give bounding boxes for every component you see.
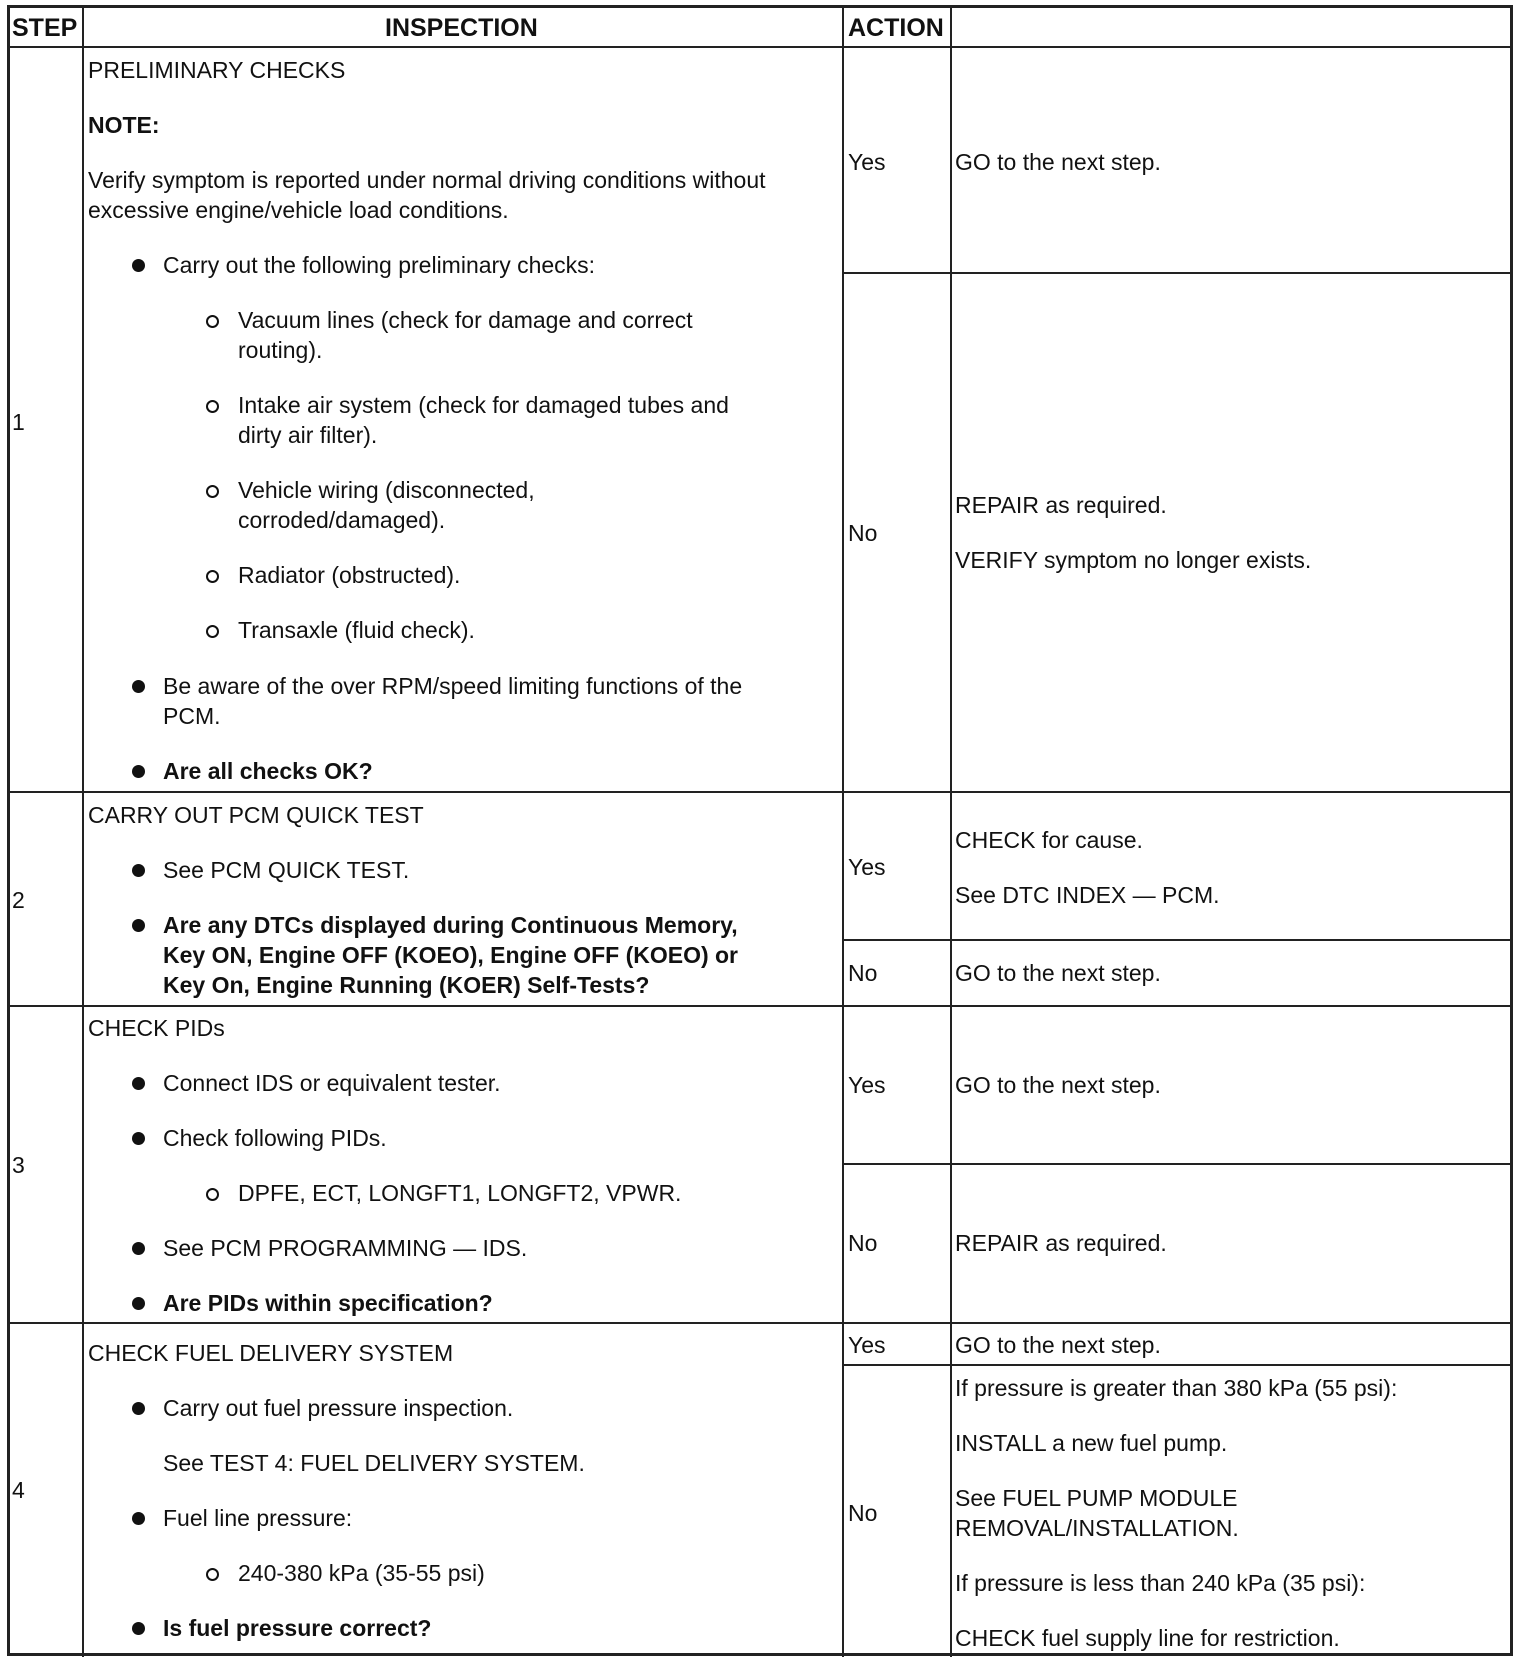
yes-label: Yes xyxy=(848,149,886,175)
bullet-text: Connect IDS or equivalent tester. xyxy=(163,1070,501,1096)
step-title: PRELIMINARY CHECKS xyxy=(88,57,346,83)
no-action: See FUEL PUMP MODULE xyxy=(955,1485,1238,1511)
sub-item-text: DPFE, ECT, LONGFT1, LONGFT2, VPWR. xyxy=(238,1180,682,1206)
bullet-icon xyxy=(132,680,145,693)
sub-bullet-icon xyxy=(206,1568,219,1581)
col-divider-action xyxy=(950,6,952,1657)
bullet-icon xyxy=(132,1242,145,1255)
sub-bullet-icon xyxy=(206,400,219,413)
bullet-text: Carry out the following preliminary checks: xyxy=(163,252,596,278)
bullet-icon xyxy=(132,919,145,932)
bullet-text: Carry out fuel pressure inspection. xyxy=(163,1395,514,1421)
bullet-text: Be aware of the over RPM/speed limiting functions of the xyxy=(163,673,743,699)
no-action: CHECK fuel supply line for restriction. xyxy=(955,1625,1340,1651)
yes-action: See DTC INDEX — PCM. xyxy=(955,882,1220,908)
no-action: GO to the next step. xyxy=(955,960,1161,986)
no-action: If pressure is less than 240 kPa (35 psi): xyxy=(955,1570,1366,1596)
step-number: 3 xyxy=(12,1152,25,1178)
step-divider-1 xyxy=(8,791,1512,793)
sub-bullet-icon xyxy=(206,485,219,498)
step-divider-3 xyxy=(8,1322,1512,1324)
step-title: CHECK FUEL DELIVERY SYSTEM xyxy=(88,1340,454,1366)
col-divider-inspection xyxy=(842,6,844,1657)
header-inspection: INSPECTION xyxy=(385,14,538,42)
step-divider-2 xyxy=(8,1005,1512,1007)
question-text: Are any DTCs displayed during Continuous Memory, xyxy=(163,912,738,938)
no-action: VERIFY symptom no longer exists. xyxy=(955,547,1312,573)
bullet-icon xyxy=(132,864,145,877)
sub-item-text: routing). xyxy=(238,337,323,363)
question-text: Is fuel pressure correct? xyxy=(163,1615,432,1641)
sub-item-text: Radiator (obstructed). xyxy=(238,562,461,588)
no-label: No xyxy=(848,1500,878,1526)
col-divider-step xyxy=(82,6,84,1657)
question-text: Key ON, Engine OFF (KOEO), Engine OFF (KOEO) or xyxy=(163,942,739,968)
header-divider xyxy=(8,46,1512,48)
note-label: NOTE: xyxy=(88,112,160,138)
yes-label: Yes xyxy=(848,1332,886,1358)
step-title: CHECK PIDs xyxy=(88,1015,225,1041)
sub-bullet-icon xyxy=(206,625,219,638)
yes-action: CHECK for cause. xyxy=(955,827,1143,853)
no-label: No xyxy=(848,960,878,986)
bullet-sub-text: See TEST 4: FUEL DELIVERY SYSTEM. xyxy=(163,1450,585,1476)
note-text-line: excessive engine/vehicle load conditions. xyxy=(88,197,509,223)
sub-item-text: Vehicle wiring (disconnected, xyxy=(238,477,535,503)
sub-item-text: Transaxle (fluid check). xyxy=(238,617,475,643)
no-action: If pressure is greater than 380 kPa (55 psi): xyxy=(955,1375,1398,1401)
no-action: REPAIR as required. xyxy=(955,492,1167,518)
bullet-icon xyxy=(132,1132,145,1145)
sub-item-text: corroded/damaged). xyxy=(238,507,446,533)
yes-action: GO to the next step. xyxy=(955,1072,1161,1098)
bullet-icon xyxy=(132,1402,145,1415)
question-text: Are PIDs within specification? xyxy=(163,1290,493,1316)
sub-bullet-icon xyxy=(206,315,219,328)
no-label: No xyxy=(848,1230,878,1256)
sub-bullet-icon xyxy=(206,1188,219,1201)
step-number: 1 xyxy=(12,409,25,435)
no-action: INSTALL a new fuel pump. xyxy=(955,1430,1228,1456)
yes-action: GO to the next step. xyxy=(955,149,1161,175)
yes-no-divider-1 xyxy=(843,272,1512,274)
question-text: Are all checks OK? xyxy=(163,758,373,784)
bullet-icon xyxy=(132,259,145,272)
no-action: REMOVAL/INSTALLATION. xyxy=(955,1515,1239,1541)
yes-label: Yes xyxy=(848,854,886,880)
bullet-icon xyxy=(132,1297,145,1310)
yes-label: Yes xyxy=(848,1072,886,1098)
bullet-text: Check following PIDs. xyxy=(163,1125,387,1151)
bullet-icon xyxy=(132,1622,145,1635)
header-action: ACTION xyxy=(848,14,944,42)
step-number: 2 xyxy=(12,887,25,913)
sub-item-text: dirty air filter). xyxy=(238,422,378,448)
bullet-text: See PCM QUICK TEST. xyxy=(163,857,410,883)
bullet-text: PCM. xyxy=(163,703,221,729)
bullet-icon xyxy=(132,1512,145,1525)
no-action: REPAIR as required. xyxy=(955,1230,1167,1256)
yes-action: GO to the next step. xyxy=(955,1332,1161,1358)
sub-bullet-icon xyxy=(206,570,219,583)
bullet-icon xyxy=(132,1077,145,1090)
bullet-text: Fuel line pressure: xyxy=(163,1505,353,1531)
yes-no-divider-3 xyxy=(843,1163,1512,1165)
step-title: CARRY OUT PCM QUICK TEST xyxy=(88,802,424,828)
sub-item-text: 240-380 kPa (35-55 psi) xyxy=(238,1560,485,1586)
step-number: 4 xyxy=(12,1477,25,1503)
header-step: STEP xyxy=(12,14,78,42)
sub-item-text: Vacuum lines (check for damage and correct xyxy=(238,307,693,333)
bullet-text: See PCM PROGRAMMING — IDS. xyxy=(163,1235,528,1261)
yes-no-divider-2 xyxy=(843,939,1512,941)
yes-no-divider-4 xyxy=(843,1364,1512,1366)
question-text: Key On, Engine Running (KOER) Self-Tests? xyxy=(163,972,650,998)
no-label: No xyxy=(848,520,878,546)
note-text-line: Verify symptom is reported under normal driving conditions without xyxy=(88,167,766,193)
bullet-icon xyxy=(132,765,145,778)
sub-item-text: Intake air system (check for damaged tubes and xyxy=(238,392,729,418)
